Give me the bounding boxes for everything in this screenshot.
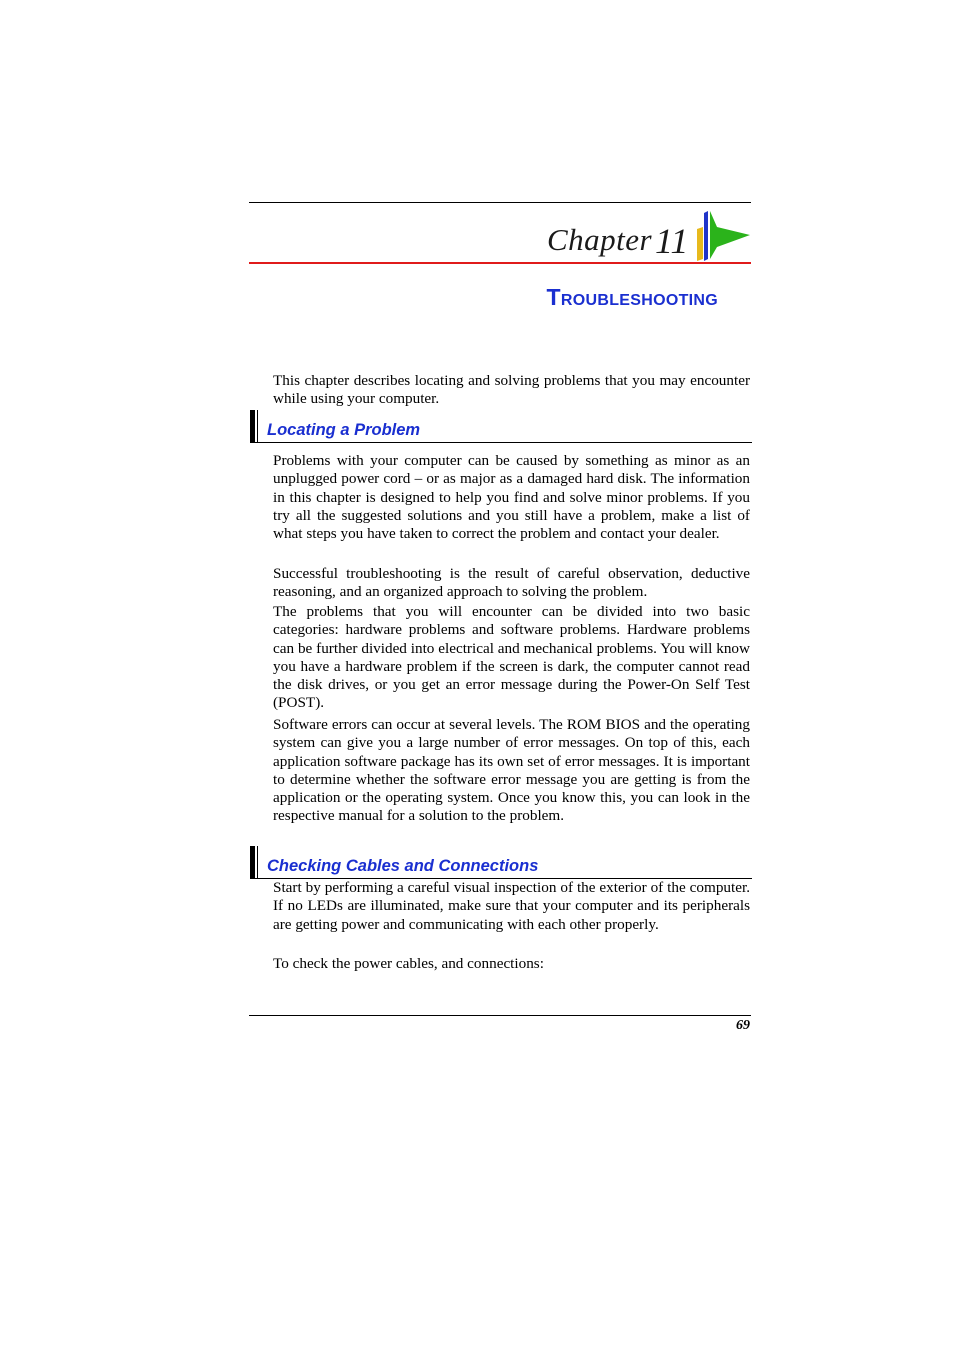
section-marker-bar <box>250 846 258 878</box>
section-heading: Checking Cables and Connections <box>267 857 539 875</box>
chapter-red-rule <box>249 262 751 264</box>
intro-paragraph: This chapter describes locating and solving problems that you may encounter while using your computer. <box>273 372 750 408</box>
body-paragraph: Software errors can occur at several levels. The ROM BIOS and the operating system can give you a large number of error messages. On top of this, each application software package has its own set of error messages. It is important to determine whether the software error message you are getting is from the application or the operating system. Once you know this, you can look in the respective manual for a solution to the problem. <box>273 716 750 825</box>
page-number: 69 <box>736 1018 750 1033</box>
body-paragraph: Start by performing a careful visual inspection of the exterior of the computer. If no LEDs are illuminated, make sure that your computer and its peripherals are getting power and communicating with each other properly. <box>273 879 750 933</box>
chapter-label: Chapter <box>547 222 653 257</box>
chapter-number: 11 <box>655 221 689 261</box>
section-heading: Locating a Problem <box>267 421 421 439</box>
body-paragraph: The problems that you will encounter can be divided into two basic categories: hardware problems and software problems. Hardware problems can be further divided into electrical and mechanical problems. You will know you have a hardware problem if the screen is dark, the computer cannot read the disk drives, or you get an error message during the Power-On Self Test (POST). <box>273 603 750 712</box>
chapter-title: Troubleshooting <box>546 284 718 310</box>
header-top-rule <box>249 202 751 203</box>
footer-rule <box>249 1015 751 1016</box>
chapter-logo-icon <box>694 209 752 263</box>
section-checking-cables <box>250 846 752 879</box>
body-paragraph: Problems with your computer can be caused by something as minor as an unplugged power cord – or as major as a damaged hard disk. The information in this chapter is designed to help you find and solve minor problems. If you try all the suggested solutions and you still have a problem, make a list of what steps you have taken to correct the problem and contact your dealer. <box>273 452 750 543</box>
section-locating-a-problem <box>250 410 752 443</box>
section-marker-bar <box>250 410 258 442</box>
body-paragraph: To check the power cables, and connections: <box>273 955 544 972</box>
body-paragraph: Successful troubleshooting is the result of careful observation, deductive reasoning, and an organized approach to solving the problem. <box>273 565 750 601</box>
